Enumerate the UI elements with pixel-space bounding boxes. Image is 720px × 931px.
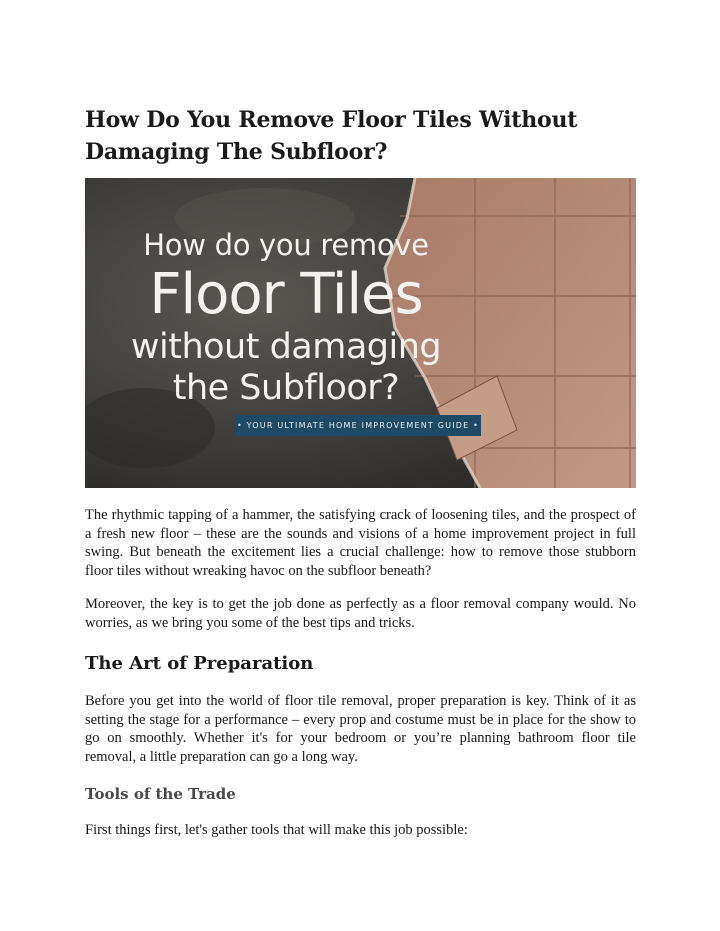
hero-overlay-text (85, 178, 636, 488)
hero-line-2: Floor Tiles (149, 262, 423, 327)
article-title: How Do You Remove Floor Tiles Without Damaging The Subfloor? (85, 107, 578, 165)
subsection-paragraph: First things first, let's gather tools that will make this job possible: (85, 822, 468, 838)
section-paragraph: Before you get into the world of floor tile removal, proper preparation is key. Think of it as setting the stage for a performance – every prop and costume must be in place for the show to go on smoothly. Whether it's for your bedroom or you’re planning bathroom floor tile removal, a little preparation can go a long way. (85, 693, 636, 765)
subsection-heading: Tools of the Trade (85, 785, 236, 803)
hero-banner: • YOUR ULTIMATE HOME IMPROVEMENT GUIDE • (235, 415, 481, 436)
intro-paragraph-2: Moreover, the key is to get the job done as perfectly as a floor removal company would. No worries, as we bring you some of the best tips and tricks. (85, 596, 636, 631)
intro-paragraph-1: The rhythmic tapping of a hammer, the satisfying crack of loosening tiles, and the prospect of a fresh new floor – these are the sounds and visions of a home improvement project in full swing. But beneath the excitement lies a crucial challenge: how to remove those stubborn floor tiles without wreaking havoc on the subfloor beneath? (85, 507, 636, 579)
hero-image (85, 178, 636, 488)
hero-line-1: How do you remove (143, 228, 429, 262)
hero-line-4: the Subfloor? (172, 368, 400, 408)
section-heading: The Art of Preparation (85, 653, 314, 674)
hero-line-3: without damaging (130, 327, 442, 367)
